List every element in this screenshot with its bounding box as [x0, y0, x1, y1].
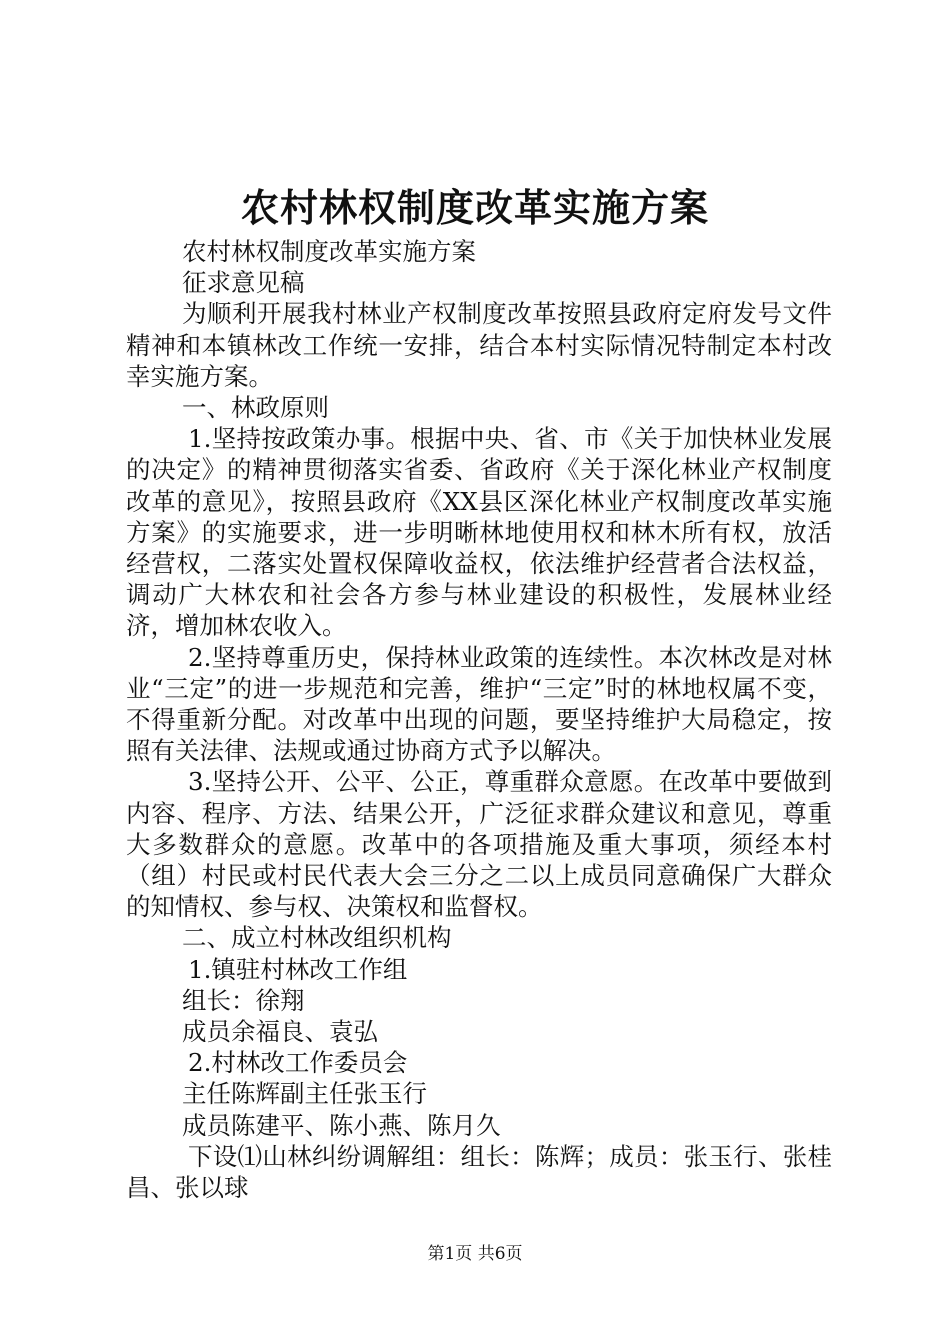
document-body — [126, 236, 832, 1203]
paragraph-principle-1: 1.坚持按政策办事。根据中央、省、市《关于加快林业发展的决定》的精神贯彻落实省委、省政府《关于深化林业产权制度改革的意见》，按照县政府《XX县区深化林业产权制度改革实施方案》的实施要求，进一步明晰林地使用权和林木所有权，放活经营权，二落实处置权保障收益权，依法维护经营者合法权益，调动广大林农和社会各方参与林业建设的积极性，发展林业经济，增加林农收入。 — [126, 424, 832, 641]
paragraph-committee-directors: 主任陈辉副主任张玉行 — [182, 1079, 427, 1109]
section-heading-organization: 二、成立村林改组织机构 — [182, 923, 452, 953]
paragraph-committee: 2.村林改工作委员会 — [188, 1048, 408, 1078]
paragraph-principle-3: 3.坚持公开、公平、公正，尊重群众意愿。在改革中要做到内容、程序、方法、结果公开，广泛征求群众建议和意见，尊重大多数群众的意愿。改革中的各项措施及重大事项，须经本村（组）村民或村民代表大会三分之二以上成员同意确保广大群众的知情权、参与权、决策权和监督权。 — [126, 767, 832, 922]
paragraph-work-group: 1.镇驻村林改工作组 — [188, 954, 408, 984]
paragraph-group-leader: 组长：徐翔 — [182, 985, 305, 1015]
paragraph-intro: 为顺利开展我村林业产权制度改革按照县政府定府发号文件精神和本镇林改工作统一安排，结合本村实际情况特制定本村改幸实施方案。 — [126, 299, 832, 391]
paragraph-committee-members: 成员陈建平、陈小燕、陈月久 — [182, 1110, 501, 1140]
section-heading-principles: 一、林政原则 — [182, 393, 329, 423]
paragraph-draft-note: 征求意见稿 — [182, 268, 305, 298]
paragraph-principle-2: 2.坚持尊重历史，保持林业政策的连续性。本次林改是对林业“三定”的进一步规范和完善，维护“三定”时的林地权属不变，不得重新分配。对改革中出现的问题，要坚持维护大局稳定，按照有关法律、法规或通过协商方式予以解决。 — [126, 642, 832, 766]
paragraph-group-members: 成员余福良、袁弘 — [182, 1017, 378, 1047]
page-footer: 第1页 共6页 — [427, 1244, 523, 1264]
document-title: 农村林权制度改革实施方案 — [240, 185, 709, 230]
paragraph-subtitle: 农村林权制度改革实施方案 — [182, 237, 476, 266]
paragraph-mediation-group: 下设⑴山林纠纷调解组：组长：陈辉；成员：张玉行、张桂昌、张以球 — [126, 1141, 832, 1203]
